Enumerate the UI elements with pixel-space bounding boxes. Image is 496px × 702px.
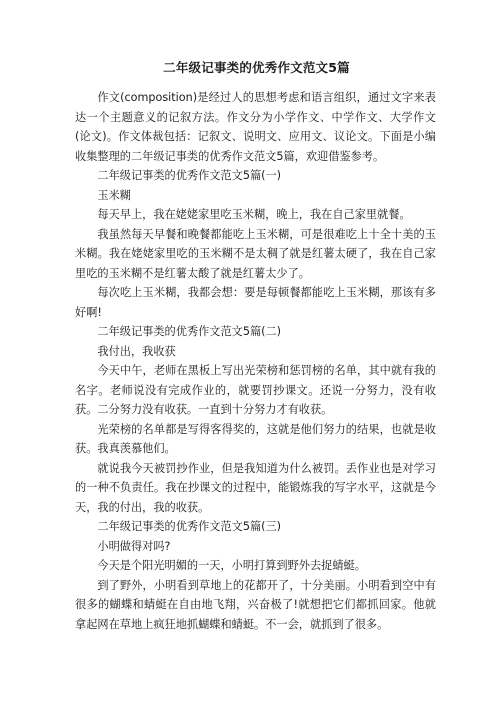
section-heading-1: 二年级记事类的优秀作文范文5篇(一) [97,169,282,182]
paragraph: 到了野外，小明看到草地上的花都开了，十分美丽。小明看到空中有很多的蝴蝶和蜻蜓在自由地飞翔，兴奋极了!就想把它们都抓回家。他就拿起网在草地上疯狂地抓蝴蝶和蜻蜓。不一会，就抓到了很多。 [75,578,436,631]
paragraph: 今天中午，老师在黑板上写出光荣榜和惩罚榜的名单，其中就有我的名字。老师说没有完成作业的，就要罚抄课文。还说一分努力，没有收获。二分努力没有收获。一直到十分努力才有收获。 [75,364,436,416]
paragraph: 光荣榜的名单都是写得客得奖的，这就是他们努力的结果，也就是收获。我真羡慕他们。 [75,422,436,455]
essay-title-1: 玉米糊 [97,188,131,202]
intro-paragraph: 作文(composition)是经过人的思想考虑和语言组织，通过文字来表达一个主题意义的记叙方法。作文分为小学作文、中学作文、大学作文(论文)。作文体裁包括：记叙文、说明文、应用文、议论文。下面是小编收集整理的二年级记事类的优秀作文范文5篇，欢迎借鉴参考。 [75,91,436,163]
section-heading-3: 二年级记事类的优秀作文范文5篇(三) [97,520,282,533]
paragraph: 每次吃上玉米糊，我都会想：要是每顿餐都能吃上玉米糊，那该有多好啊! [75,286,436,319]
essay-title-3: 小明做得对吗? [97,539,171,553]
paragraph: 我虽然每天早餐和晚餐都能吃上玉米糊，可是很难吃上十全十美的玉米糊。我在姥姥家里吃的玉米糊不是太稠了就是红薯太硬了，我在自己家里吃的玉米糊不是红薯太酸了就是红薯太少了。 [75,227,436,280]
paragraph: 今天是个阳光明媚的一天，小明打算到野外去捉蜻蜓。 [97,559,366,572]
section-heading-2: 二年级记事类的优秀作文范文5篇(二) [97,325,282,338]
paragraph: 每天早上，我在姥姥家里吃玉米糊，晚上，我在自己家里就餐。 [97,208,411,221]
essay-title-2: 我付出，我收获 [97,344,176,358]
document-title: 二年级记事类的优秀作文范文5篇 [163,60,350,75]
paragraph: 就说我今天被罚抄作业，但是我知道为什么被罚。丢作业也是对学习的一种不负责任。我在抄课文的过程中，能锻炼我的写字水平，这就是今天，我的付出，我的收获。 [75,461,436,514]
